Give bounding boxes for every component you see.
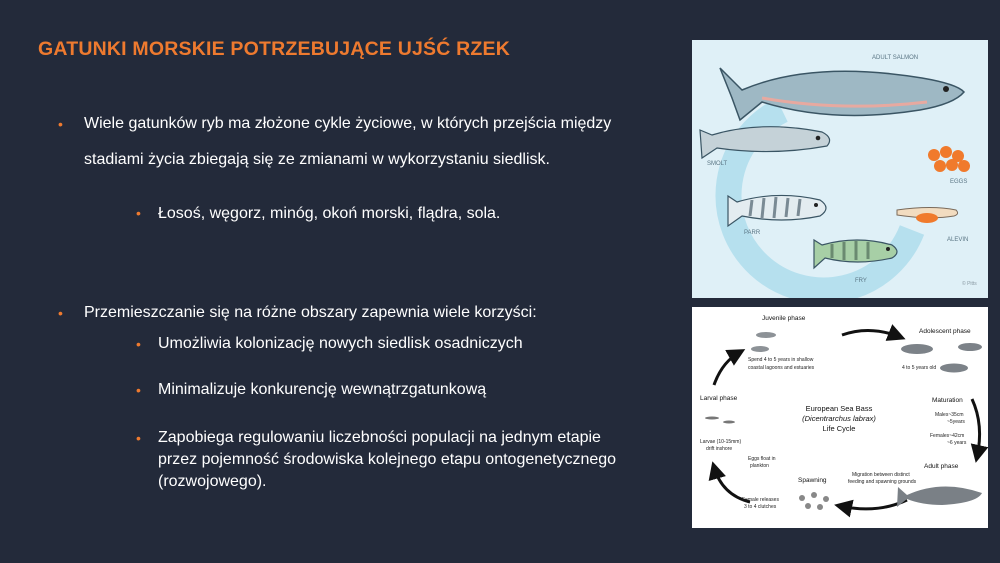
arrow-larval-to-juvenile xyxy=(714,352,740,385)
arrow-adolescent-to-maturation xyxy=(972,399,980,457)
juvenile-note: coastal lagoons and estuaries xyxy=(748,365,815,371)
larval-note: Larvae (10-15mm) xyxy=(700,439,742,445)
center-subtitle: Life Cycle xyxy=(822,424,856,433)
females-note: ~6 years xyxy=(947,440,967,446)
larval-phase-label: Larval phase xyxy=(700,395,738,402)
parr-label: PARR xyxy=(744,230,761,236)
female-note: Female releases xyxy=(742,497,779,503)
bullet-dot: • xyxy=(58,305,63,321)
alevin-label: ALEVIN xyxy=(947,237,969,243)
sea-bass-life-cycle-image xyxy=(692,307,988,528)
larva-icon xyxy=(705,417,735,424)
fry-label: FRY xyxy=(855,278,867,284)
bullet-2: Przemieszczanie się na różne obszary zapewnia wiele korzyści: xyxy=(84,304,537,321)
sub-bullet-regulation-line-1: Zapobiega regulowaniu liczebności populacji na jednym etapie xyxy=(158,429,601,446)
males-note: ~5years xyxy=(947,419,965,425)
alevin-icon xyxy=(897,208,958,224)
center-title: European Sea Bass xyxy=(805,404,873,413)
sub-bullet-colonization: Umożliwia kolonizację nowych siedlisk osadniczych xyxy=(158,335,523,352)
bullet-dot: • xyxy=(136,205,141,221)
eggs-label: EGGS xyxy=(950,179,968,185)
sub-bullet-competition: Minimalizuje konkurencję wewnątrzgatunkową xyxy=(158,381,487,398)
bullet-dot: • xyxy=(136,336,141,352)
maturation-label: Maturation xyxy=(932,397,963,404)
females-note: Females~42cm xyxy=(930,433,965,439)
center-latin-name: (Dicentrarchus labrax) xyxy=(802,414,876,423)
larval-note: drift inshore xyxy=(706,446,733,452)
sub-bullet-regulation-line-2: przez pojemność środowiska kolejnego etapu ontogenetycznego xyxy=(158,451,617,468)
adolescent-note: 4 to 5 years old xyxy=(902,365,937,371)
arrow-adult-to-spawning xyxy=(840,500,907,509)
sub-bullet-species: Łosoś, węgorz, minóg, okoń morski, flądra, sola. xyxy=(158,205,501,222)
adult-phase-label: Adult phase xyxy=(924,463,959,470)
egg-cluster-icon xyxy=(799,492,829,510)
juvenile-phase-label: Juvenile phase xyxy=(762,315,806,322)
migration-note: Migration between distinct xyxy=(852,472,910,478)
adult-bass-icon xyxy=(897,486,982,507)
juvenile-note: Spend 4 to 5 years in shallow xyxy=(748,357,814,363)
smolt-icon xyxy=(700,127,830,158)
salmon-life-cycle-image xyxy=(692,40,988,298)
eggs-note: Eggs float in xyxy=(748,456,776,462)
bullet-1-line-2: stadiami życia zbiegają się ze zmianami w wykorzystaniu siedlisk. xyxy=(84,151,550,168)
bullet-dot: • xyxy=(136,382,141,398)
smolt-label: SMOLT xyxy=(707,161,728,167)
bullet-dot: • xyxy=(58,116,63,132)
eggs-note: plankton xyxy=(750,463,769,469)
migration-note: feeding and spawning grounds xyxy=(848,479,917,485)
adolescent-phase-label: Adolescent phase xyxy=(919,328,971,335)
arrow-juvenile-to-adolescent xyxy=(842,330,900,337)
bullet-dot: • xyxy=(136,430,141,446)
adult-salmon-label: ADULT SALMON xyxy=(872,55,919,61)
bullet-1-line-1: Wiele gatunków ryb ma złożone cykle życiowe, w których przejścia między xyxy=(84,115,612,132)
image-credit: © Pitts xyxy=(962,281,977,287)
eggs-icon xyxy=(928,146,970,172)
spawning-label: Spawning xyxy=(798,477,827,484)
males-note: Males~35cm xyxy=(935,412,964,418)
juvenile-fish-icon xyxy=(751,332,776,352)
sub-bullet-regulation-line-3: (rozwojowego). xyxy=(158,473,267,490)
female-note: 3 to 4 clutches xyxy=(744,504,777,510)
slide-title: GATUNKI MORSKIE POTRZEBUJĄCE UJŚĆ RZEK xyxy=(38,38,511,60)
